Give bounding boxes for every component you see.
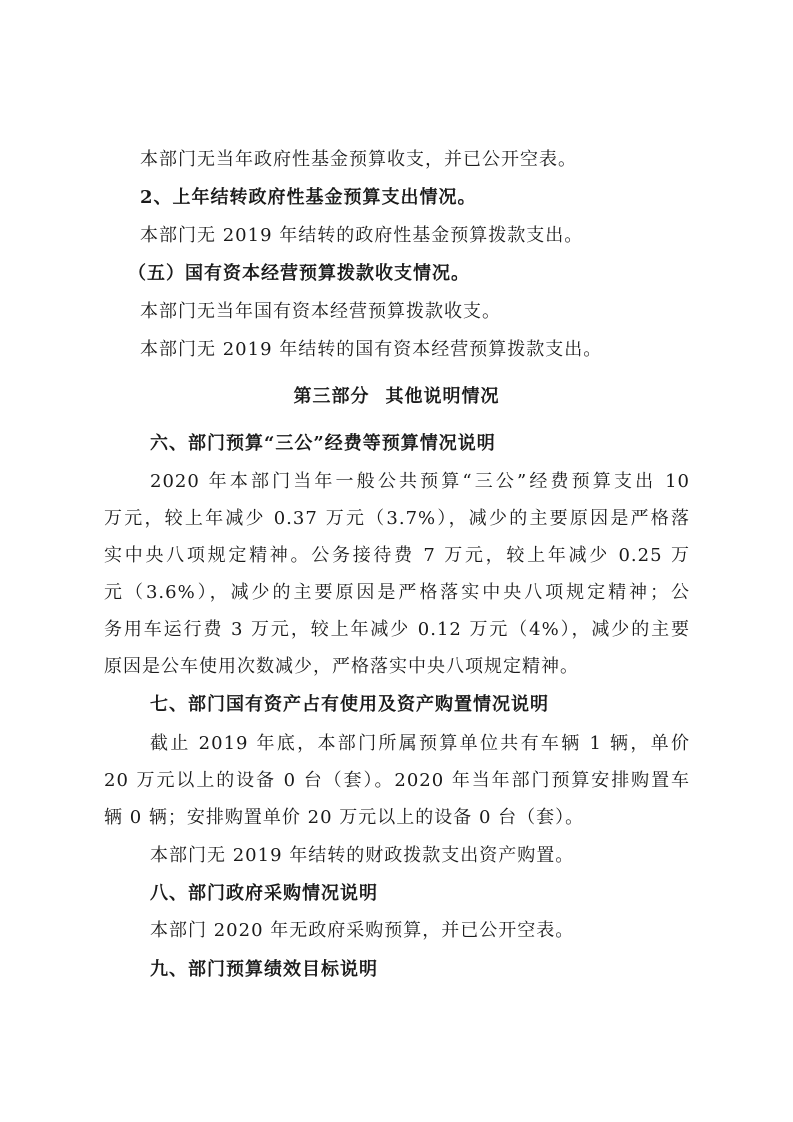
paragraph-fund-budget: 本部门无当年政府性基金预算收支，并已公开空表。 (140, 149, 577, 170)
paragraph-line: 本部门无 2019 年结转的财政拨款支出资产购置。 (150, 845, 575, 866)
part-three-title (0, 386, 793, 408)
heading-three-public-expenses: 六、部门预算“三公”经费等预算情况说明 (150, 433, 496, 454)
paragraph-line: 实中央八项规定精神。公务接待费 7 万元，较上年减少 0.25 万 (104, 545, 690, 566)
paragraph-line: 2020 年本部门当年一般公共预算“三公”经费预算支出 10 (150, 471, 690, 492)
paragraph-line: 20 万元以上的设备 0 台（套）。2020 年当年部门预算安排购置车 (104, 770, 690, 791)
paragraph-2019-fund: 本部门无 2019 年结转的政府性基金预算拨款支出。 (140, 225, 584, 246)
heading-performance-goals: 九、部门预算绩效目标说明 (150, 959, 378, 980)
paragraph-line: 务用车运行费 3 万元，较上年减少 0.12 万元（4%），减少的主要 (104, 619, 690, 640)
heading-prior-year-fund: 2、上年结转政府性基金预算支出情况。 (140, 187, 477, 208)
paragraph-state-capital-2019: 本部门无 2019 年结转的国有资本经营预算拨款支出。 (140, 339, 603, 360)
paragraph-line: 截止 2019 年底，本部门所属预算单位共有车辆 1 辆，单价 (150, 733, 690, 754)
paragraph-state-capital-current: 本部门无当年国有资本经营预算拨款收支。 (140, 301, 501, 322)
paragraph-line: 万元，较上年减少 0.37 万元（3.7%），减少的主要原因是严格落 (104, 508, 690, 529)
paragraph-line: 元（3.6%），减少的主要原因是严格落实中央八项规定精神；公 (104, 582, 690, 603)
paragraph-line: 原因是公车使用次数减少，严格落实中央八项规定精神。 (104, 656, 579, 677)
paragraph-procurement: 本部门 2020 年无政府采购预算，并已公开空表。 (150, 920, 575, 941)
part-three-label: 第三部分 (293, 386, 370, 407)
heading-state-assets: 七、部门国有资产占有使用及资产购置情况说明 (150, 694, 549, 715)
heading-procurement: 八、部门政府采购情况说明 (150, 883, 378, 904)
part-three-subtitle: 其他说明情况 (385, 386, 500, 407)
paragraph-line: 辆 0 辆；安排购置单价 20 万元以上的设备 0 台（套）。 (104, 807, 585, 828)
heading-state-capital: （五）国有资本经营预算拨款收支情况。 (128, 263, 470, 284)
